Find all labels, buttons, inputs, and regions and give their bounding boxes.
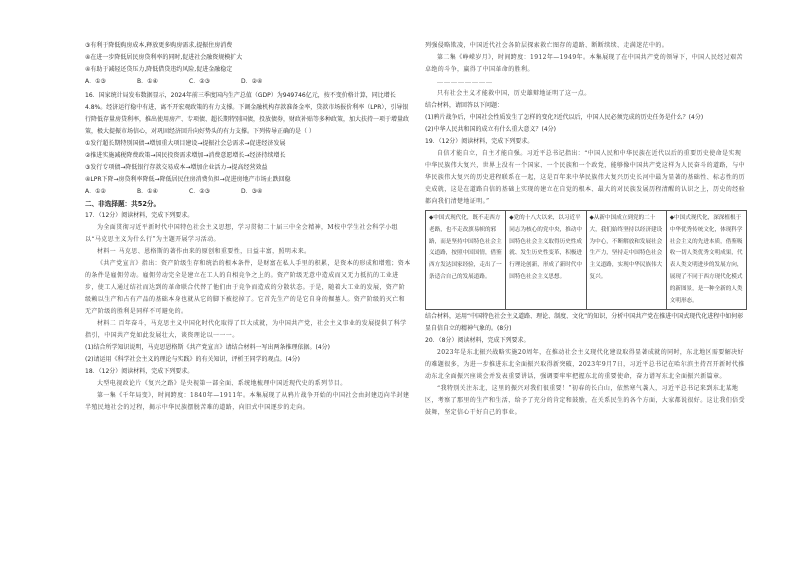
q15-option-line: ④有助于减轻还贷压力,降低借贷违约风险,促进金融稳定 bbox=[85, 66, 233, 73]
q17-material-1-body: 《共产党宣言》指出：资产阶级生存和统治的根本条件，是财富在私人手里的积累，是资本的形成和增殖；资本的条件是雇佣劳动。雇佣劳动完全是建立在工人的自相竞争之上的。资产阶级无意中造成而又无力抵抗的工业进步，使工人通过结社而达到的革命联合代替了他们由于竞争而造成的分散状态。于是，随着大工业的发展，资产阶级赖以生产和占有产品的基础本身也就从它的脚下被挖掉了。它首先生产的是它自身的掘墓人。资产阶级的灭亡和无产阶级的胜利是同样不可避免的。 bbox=[85, 260, 411, 315]
q19-material-table bbox=[425, 210, 747, 310]
q19-question: 结合材料，运用“中国特色社会主义道路、理论、制度、文化”的知识，分析中国共产党在推进中国式现代化进程中如何彰显自信自立的精神气象的。(8分) bbox=[425, 313, 744, 333]
q16-option-b: B．①④ bbox=[137, 188, 158, 195]
q17-question-2: (2)请运用《科学社会主义的理论与实践》的有关知识，评析王同学的观点。(4分) bbox=[85, 356, 300, 363]
q19-table-cell: ◆中国式现代化，深深植根于中华优秀传统文化，体现科学社会主义的先进本质，借鉴吸收一切人类优秀文明成果，代表人类文明进步的发展方向，展现了不同于西方现代化模式的新图景，是一种全新的人类文明形态。 bbox=[666, 211, 746, 310]
q20-material-1: 2023年是东北振兴战略实施20周年，在推动社会主义现代化建设取得显著成就的同时，东北地区需要解决好的难题很多，为进一步推进东北全面振兴取得新突破，2023年9月7日，习近平总书记在哈尔滨主持召开新时代推动东北全面振兴座谈会并发表重要讲话，强调要牢牢把握东北的重要使命，奋力谱写东北全面振兴新篇章。 bbox=[425, 349, 745, 381]
q18-question-1: (1)鸦片战争后，中国社会性质发生了怎样的变化?近代以后，中国人民必须完成的历史任务是什么？(4分) bbox=[425, 114, 704, 121]
q16-chain: ②推进实施减税降费政策→国民投资需求增加→消费意愿增长→经济持续增长 bbox=[85, 152, 286, 159]
q15-option-line: ③有利于降低购房成本,释放更多购房需求,提振住房消费 bbox=[85, 42, 233, 49]
q16-stem: 16．国家统计局发布数据显示，2024年前三季度国内生产总值（GDP）为949746亿元，按不变价格计算，同比增长4.8%。经济运行稳中有进，离不开宏观政策的有力支撑。下调金融机构存款准备金率，贷款市场报价利率（LPR），引导银行降低存量房贷利率，推出使用房产、专项债、超长期特别国债，投放债券，财政补贴等多种政策，加大扶持一项于增量政策，极大提振市场信心，对巩固经济回升向好势头的有力支撑。下列传导正确的是（ ） bbox=[85, 92, 410, 135]
q19-heading: 19．（12分）阅读材料，完成下列要求。 bbox=[425, 138, 534, 145]
q15-option-d: D．②④ bbox=[241, 78, 263, 85]
q18-conclusion: 只有社会主义才能救中国，历史雄辩地证明了这一点。 bbox=[437, 90, 591, 97]
q19-material: 自信才能自立，自主才能自强。习近平总书记指出：“中国人民和中华民族在近代以后的重要历史使命是实现中华民族伟大复兴，世界上没有一个国家、一个民族和一个政党，能够像中国共产党这样为人民奋斗的道路，与中华民族伟大复兴的历史进程联系在一起，这是百年来中华民族伟大复兴历史长河中最为显著的基础性、标志性的历史成就，这是在道路自信的基础上实现的建立在自觉的根本、最大的对民族发展历程清醒的认识之上，历史的经验都向我们清楚地证明。” bbox=[425, 150, 746, 205]
q17-question-1: (1)结合所学知识说明，马克思恩格斯《共产党宣言》请结合材料一写出两条推理依据。(4分) bbox=[85, 344, 330, 351]
right-column bbox=[425, 40, 747, 419]
q15-option-b: B．①④ bbox=[137, 78, 158, 85]
left-column bbox=[85, 40, 411, 414]
q16-chain: ④LPR下降→房贷利率降低→降低居民住房消费负担→促进房地产市场止跌回稳 bbox=[85, 176, 291, 183]
q16-option-c: C．②③ bbox=[189, 188, 210, 195]
q18-intro: 大型电视政论片《复兴之路》是央视第一部全面、系统地梳理中国近现代史的系列节目。 bbox=[97, 380, 347, 387]
q19-table-cell: ◆党的十八大以来，以习近平同志为核心的党中央，推动中国特色社会主义取得历史性成就、发生历史性变革，积极进行理论创新，形成了新时代中国特色社会主义思想。 bbox=[506, 211, 586, 310]
q20-material-2: “我特别关注东北，这里的振兴对我们很重要！”初春的长白山，依然寒气袭人，习近平总书记来到东北某地区，考察了那里的生产和生活，给予了充分的肯定和鼓励，在关系民生的各个方面，大家都说很好。这让我们倍受鼓舞，坚定信心干好自己的事业。 bbox=[425, 385, 746, 417]
q17-material-1-title: 材料一 马克思、恩格斯的著作由来的原创和重要性，日益丰富，照明未来。 bbox=[97, 248, 311, 255]
q16-chain: ③发行专项债→降低银行存款交易成本→增加企业活力→提高经营效益 bbox=[85, 164, 268, 171]
q17-material-2: 材料二 百年奋斗，马克思主义中国化时代化取得了巨大成就，为中国共产党，社会主义事业的发展提供了科学指引，中国共产党如此发展壮大，谈资理论以一一一。 bbox=[85, 320, 407, 339]
q16-chain: ①发行超长期特别国债→增加重大项目建设→提振社会总需求→促进经济发展 bbox=[85, 140, 286, 147]
q19-table-cell: ◆中国式现代化，既不走西方老路，也不走改旗易帜的邪路，而是坚持中国特色社会主义道路，按照中国国情，借鉴西方发达国家经验，走出了一条适合自己的发展道路。 bbox=[426, 211, 506, 310]
q18-ask-intro: 结合材料，请回答以下问题： bbox=[425, 102, 504, 109]
ellipsis-divider: …………………… bbox=[437, 78, 493, 85]
q18-episode-1: 第一集《千年局变》，时间跨度：1840年—1911年。本集展现了从鸦片战争开始的中国社会由封建迈向半封建半殖民地社会的过程，揭示中华民族摆脱苦难的道路，向旧式中国逐步的走向。 bbox=[85, 392, 410, 411]
q15-option-line: ④在进一步降低居民房贷利率的同时,促进社会融资规模扩大 bbox=[85, 54, 243, 61]
q18-question-2: (2)中华人民共和国的成立有什么重大意义？(4分) bbox=[425, 126, 556, 133]
q16-option-d: D．③④ bbox=[241, 188, 263, 195]
q16-option-a: A．①② bbox=[85, 188, 106, 195]
q20-heading: 20．（8分）阅读材料，完成下列要求。 bbox=[425, 337, 530, 345]
q18-continued: 列强侵略欺凌，中国近代社会各阶层探索救亡图存的道路、断断续续、走满迷茫中的。 bbox=[425, 42, 669, 49]
q18-episode-2: 第二集《峥嵘岁月》，时间跨度：1912年—1949年。本集展现了在中国共产党的领导下，中国人民经过艰苦卓绝的斗争，赢得了中国革命的胜利。 bbox=[425, 54, 743, 73]
q19-table-cell: ◆从新中国成立到党的二十大，我们始终坚持以经济建设为中心，不断解放和发展社会生产力，坚持走中国特色社会主义道路，实现中华民族伟大复兴。 bbox=[586, 211, 666, 310]
q15-option-a: A．①③ bbox=[85, 78, 106, 85]
q17-heading: 17．（12分）阅读材料，完成下列要求。 bbox=[85, 212, 194, 219]
section-heading: 二、非选择题：共52分。 bbox=[85, 200, 161, 208]
q17-intro: 为全面贯彻习近平新时代中国特色社会主义思想，学习贯彻二十届三中全会精神，M校中学生社会科学小组以“马克思主义为什么行”为主题开展学习活动。 bbox=[85, 224, 398, 243]
q16-answer-options bbox=[85, 186, 411, 198]
q15-option-c: C．②③ bbox=[189, 78, 210, 85]
q18-heading: 18．（12分）阅读材料，完成下列要求。 bbox=[85, 368, 194, 375]
q15-answer-options bbox=[85, 76, 411, 88]
